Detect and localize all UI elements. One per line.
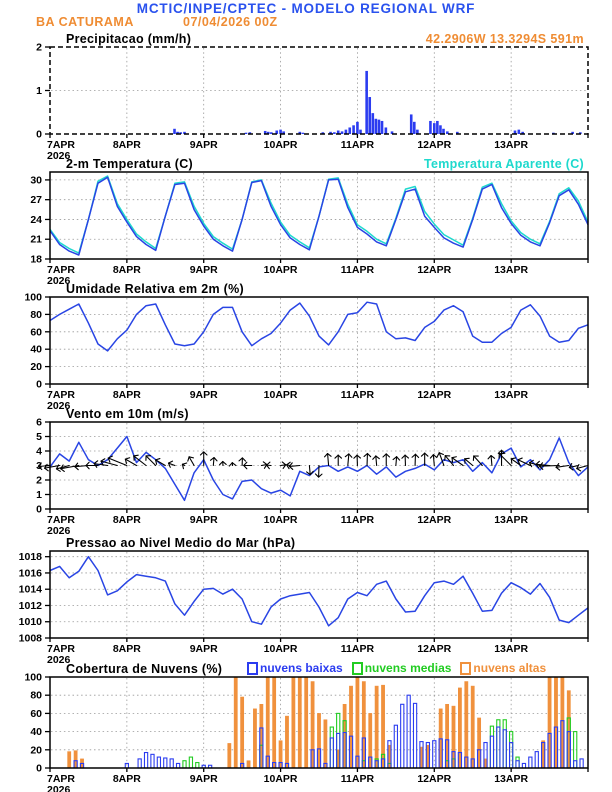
- x-tick-label: 11APR: [340, 389, 375, 401]
- wind-arrow-head: [56, 469, 60, 471]
- y-tick-label: 0: [36, 378, 42, 391]
- line-Umidade-Relativa: [50, 302, 588, 351]
- cloud-bars-nuvens-altas: [68, 677, 571, 768]
- x-tick-label: 11APR: [340, 139, 375, 151]
- cloud-bar: [401, 704, 404, 768]
- y-tick-label: 0: [36, 128, 42, 141]
- y-tick-label: 1014: [18, 583, 42, 596]
- x-tick-label: 8APR: [112, 389, 141, 401]
- cloud-bar: [234, 677, 237, 768]
- cloud-bar: [580, 759, 583, 768]
- y-tick-label: 2: [36, 41, 42, 54]
- x-tick-label: 7APR: [47, 389, 76, 401]
- cloud-bar: [144, 753, 147, 768]
- panel-title-precip: Precipitacao (mm/h): [66, 32, 192, 46]
- cloud-bar: [490, 736, 493, 768]
- wind-arrow-head: [511, 459, 512, 463]
- precip-bar: [302, 133, 305, 134]
- wind-arrow-head: [169, 461, 173, 463]
- wind-arrow-head: [373, 456, 376, 459]
- x-tick-label: 9APR: [189, 389, 218, 401]
- x-tick-label: 13APR: [494, 514, 529, 526]
- cloud-bar: [196, 763, 199, 768]
- x-tick-label: 13APR: [494, 139, 529, 151]
- panel-pressure: [19, 551, 588, 666]
- y-tick-label: 4: [36, 445, 42, 458]
- y-tick-label: 80: [30, 689, 42, 702]
- x-tick-label: 12APR: [417, 773, 452, 785]
- wind-arrow-head: [511, 458, 515, 459]
- y-tick-label: 1: [36, 489, 42, 501]
- wind-arrow-head: [45, 468, 49, 471]
- gridlines: [51, 48, 587, 133]
- cloud-bar: [266, 677, 269, 768]
- y-tick-label: 20: [30, 744, 42, 757]
- wind-arrow-shaft: [491, 456, 492, 466]
- cloud-bar: [157, 757, 160, 768]
- y-tick-label: 24: [30, 213, 42, 226]
- precip-bar: [439, 125, 442, 134]
- wind-arrow-shaft: [452, 458, 463, 466]
- wind-arrow-shaft: [348, 454, 349, 466]
- panel-clouds: [24, 672, 588, 792]
- panel-rh: [24, 292, 588, 413]
- precip-bar: [375, 119, 378, 134]
- gridlines: [51, 298, 587, 383]
- cloud-bar: [433, 741, 436, 768]
- x-tick-label: 9APR: [189, 264, 218, 276]
- x-tick-label: 10APR: [263, 514, 298, 526]
- wind-arrow-head: [75, 467, 78, 470]
- wind-arrow-shaft: [289, 466, 299, 467]
- wind-arrow-head: [465, 458, 469, 459]
- location-coords: 42.2906W 13.3294S 591m: [425, 32, 584, 46]
- x-tick-label: 12APR: [417, 264, 452, 276]
- x-tick-label: 7APR: [47, 643, 76, 655]
- precip-bar: [442, 129, 445, 134]
- precip-bar: [413, 122, 416, 134]
- panel-title-pressure: Pressao ao Nivel Medio do Mar (hPa): [66, 536, 296, 550]
- panel-wind: [36, 417, 588, 538]
- cloud-bar: [471, 686, 474, 768]
- page-title: MCTIC/INPE/CPTEC - MODELO REGIONAL WRF: [136, 1, 476, 16]
- x-year-label: 2026: [47, 784, 71, 792]
- wind-arrow-shaft: [213, 458, 214, 466]
- wind-arrow-head: [437, 453, 439, 457]
- x-year-label: 2026: [47, 525, 71, 537]
- wind-arrow-head: [452, 458, 453, 462]
- wind-arrow-head: [182, 463, 186, 464]
- panel-precip: [36, 42, 588, 163]
- y-tick-label: 6: [36, 416, 42, 429]
- x-tick-label: 11APR: [340, 264, 375, 276]
- wind-arrow-head: [325, 454, 328, 457]
- x-tick-label: 7APR: [47, 139, 76, 151]
- wind-arrow-head: [397, 457, 400, 460]
- x-tick-label: 11APR: [340, 643, 375, 655]
- precip-bar: [378, 120, 381, 134]
- wind-arrow-shaft: [376, 456, 377, 466]
- x-tick-label: 9APR: [189, 514, 218, 526]
- cloud-bar: [228, 743, 231, 768]
- x-tick-label: 12APR: [417, 389, 452, 401]
- cloud-bar: [151, 754, 154, 768]
- station-name: BA CATURAMA: [36, 15, 134, 29]
- precip-bar: [365, 71, 368, 134]
- y-tick-label: 1008: [18, 632, 42, 645]
- wind-arrow-head: [445, 456, 446, 460]
- cloud-bar: [273, 677, 276, 768]
- wind-arrow-head: [452, 457, 456, 458]
- wind-arrow-head: [577, 469, 581, 471]
- x-tick-label: 7APR: [47, 514, 76, 526]
- y-tick-label: 1: [36, 85, 42, 97]
- y-tick-label: 60: [30, 707, 42, 720]
- x-tick-label: 10APR: [263, 139, 298, 151]
- cloud-bar: [189, 757, 192, 768]
- cloud-bar: [247, 761, 250, 768]
- wind-arrow-head: [101, 459, 105, 461]
- x-tick-label: 8APR: [112, 514, 141, 526]
- precip-bars: [173, 71, 581, 134]
- y-tick-label: 0: [36, 503, 42, 516]
- cloud-bar: [330, 738, 333, 768]
- x-tick-label: 10APR: [263, 264, 298, 276]
- cloud-bar: [292, 677, 295, 768]
- cloud-bar: [138, 759, 141, 768]
- x-tick-label: 13APR: [494, 389, 529, 401]
- y-tick-label: 20: [30, 361, 42, 374]
- wind-arrow-shaft: [433, 455, 434, 466]
- cloud-bar: [253, 709, 256, 768]
- x-year-label: 2026: [47, 400, 71, 412]
- precip-bar: [436, 121, 439, 134]
- panel-temp: [30, 172, 588, 287]
- x-tick-label: 12APR: [417, 643, 452, 655]
- wind-arrow-head: [430, 455, 433, 458]
- y-tick-label: 1016: [18, 567, 42, 580]
- wind-arrow-shaft: [309, 466, 310, 475]
- panel-title-humidity: Umidade Relativa em 2m (%): [66, 282, 244, 296]
- x-tick-label: 7APR: [47, 264, 76, 276]
- x-tick-label: 13APR: [494, 643, 529, 655]
- legend-label: nuvens baixas: [260, 661, 343, 675]
- precip-bar: [348, 127, 351, 134]
- cloud-bar: [574, 761, 577, 768]
- y-tick-label: 3: [36, 460, 42, 472]
- cloud-bar: [170, 759, 173, 768]
- cloud-bar: [503, 730, 506, 768]
- y-tick-label: 2: [36, 474, 42, 487]
- x-tick-label: 9APR: [189, 773, 218, 785]
- precip-bar: [385, 127, 388, 134]
- wind-arrow-head: [488, 456, 491, 459]
- y-tick-label: 40: [30, 726, 42, 739]
- cloud-bar: [413, 703, 416, 768]
- cloud-bar: [516, 761, 519, 768]
- x-tick-label: 8APR: [112, 139, 141, 151]
- gridlines: [51, 552, 587, 637]
- x-tick-label: 8APR: [112, 264, 141, 276]
- legend-label: nuvens medias: [364, 661, 452, 675]
- cloud-bar: [535, 752, 538, 768]
- cloud-bar: [285, 716, 288, 768]
- cloud-bar: [375, 686, 378, 768]
- x-tick-label: 8APR: [112, 773, 141, 785]
- y-tick-label: 30: [30, 174, 42, 187]
- precip-bar: [372, 113, 375, 134]
- y-tick-label: 80: [30, 308, 42, 321]
- cloud-bar: [497, 727, 500, 768]
- x-tick-label: 10APR: [263, 773, 298, 785]
- y-tick-label: 1010: [18, 616, 42, 629]
- line-Pressao-ao-nivel-do-mar: [50, 557, 588, 626]
- precip-bar: [429, 121, 432, 134]
- wind-arrow-shaft: [328, 454, 329, 466]
- panel-frame: [50, 551, 588, 638]
- y-tick-label: 1012: [18, 599, 42, 612]
- x-tick-label: 8APR: [112, 643, 141, 655]
- x-tick-label: 12APR: [417, 139, 452, 151]
- precip-bar: [173, 129, 176, 134]
- wind-arrow-head: [518, 458, 522, 460]
- y-tick-label: 40: [30, 343, 42, 356]
- precip-bar: [245, 133, 248, 134]
- x-tick-label: 11APR: [340, 773, 375, 785]
- precip-bar: [518, 130, 521, 134]
- panel-frame: [50, 297, 588, 384]
- y-tick-label: 21: [30, 233, 42, 246]
- legend-label: nuvens altas: [473, 661, 547, 675]
- wind-arrow-head: [156, 459, 160, 460]
- run-datetime: 07/04/2026 00Z: [183, 15, 278, 29]
- wind-arrow-head: [282, 462, 285, 465]
- wind-arrow-head: [188, 457, 189, 461]
- precip-bar: [368, 97, 371, 134]
- x-year-label: 2026: [47, 275, 71, 287]
- wind-arrow-shaft: [146, 456, 156, 466]
- x-tick-label: 10APR: [263, 389, 298, 401]
- wind-arrow-head: [263, 462, 267, 465]
- x-tick-label: 9APR: [189, 139, 218, 151]
- precip-bar: [433, 123, 436, 134]
- wind-arrow-head: [134, 455, 138, 456]
- y-tick-label: 1018: [18, 551, 42, 564]
- cloud-bar: [298, 677, 301, 768]
- x-year-label: 2026: [47, 150, 71, 162]
- x-tick-label: 13APR: [494, 773, 529, 785]
- x-year-label: 2026: [47, 654, 71, 666]
- wind-arrow-head: [125, 458, 129, 459]
- wind-arrow-head: [289, 466, 292, 469]
- cloud-bar: [356, 677, 359, 768]
- wind-arrow-head: [287, 462, 291, 465]
- cloud-bar: [529, 757, 532, 768]
- y-tick-label: 100: [24, 291, 42, 304]
- wind-arrow-shaft: [396, 457, 397, 466]
- precip-bar: [341, 131, 344, 134]
- x-tick-label: 7APR: [47, 773, 76, 785]
- x-tick-label: 13APR: [494, 264, 529, 276]
- wind-arrow-shaft: [540, 466, 560, 467]
- cloud-bar: [241, 697, 244, 768]
- cloud-bar: [465, 682, 468, 768]
- wind-arrow-head: [349, 454, 352, 457]
- y-tick-label: 100: [24, 671, 42, 684]
- x-tick-label: 11APR: [340, 514, 375, 526]
- cloud-bar: [164, 758, 167, 768]
- panel-title-temp-aparente: Temperatura Aparente (C): [423, 157, 584, 171]
- panel-title-temp: 2-m Temperatura (C): [66, 157, 194, 171]
- cloud-bar: [68, 752, 71, 768]
- y-tick-label: 0: [36, 762, 42, 775]
- cloud-bar: [305, 677, 308, 768]
- x-tick-label: 10APR: [263, 643, 298, 655]
- cloud-bar: [183, 761, 186, 768]
- x-tick-label: 9APR: [189, 643, 218, 655]
- precip-bar: [410, 114, 413, 134]
- precip-bar: [333, 132, 336, 134]
- y-tick-label: 27: [30, 194, 42, 207]
- wind-arrow-head: [94, 461, 97, 464]
- panel-title-wind: Vento em 10m (m/s): [66, 407, 189, 421]
- wind-arrow-head: [556, 467, 559, 470]
- precip-bar: [352, 125, 355, 134]
- x-tick-label: 12APR: [417, 514, 452, 526]
- wind-arrow-head: [214, 458, 217, 461]
- wind-arrow-head: [267, 462, 270, 465]
- precip-bar: [381, 121, 384, 134]
- y-tick-label: 18: [30, 253, 42, 266]
- cloud-bar: [324, 720, 327, 768]
- panel-title-clouds: Cobertura de Nuvens (%): [66, 662, 223, 676]
- line-2-m-Temperatura-(C): [50, 177, 588, 255]
- wind-arrow-head: [61, 469, 65, 472]
- y-tick-label: 60: [30, 326, 42, 339]
- wind-arrow-shaft: [474, 456, 483, 466]
- precip-bar: [356, 122, 359, 134]
- y-tick-label: 5: [36, 431, 42, 443]
- wind-arrow-head: [536, 461, 539, 464]
